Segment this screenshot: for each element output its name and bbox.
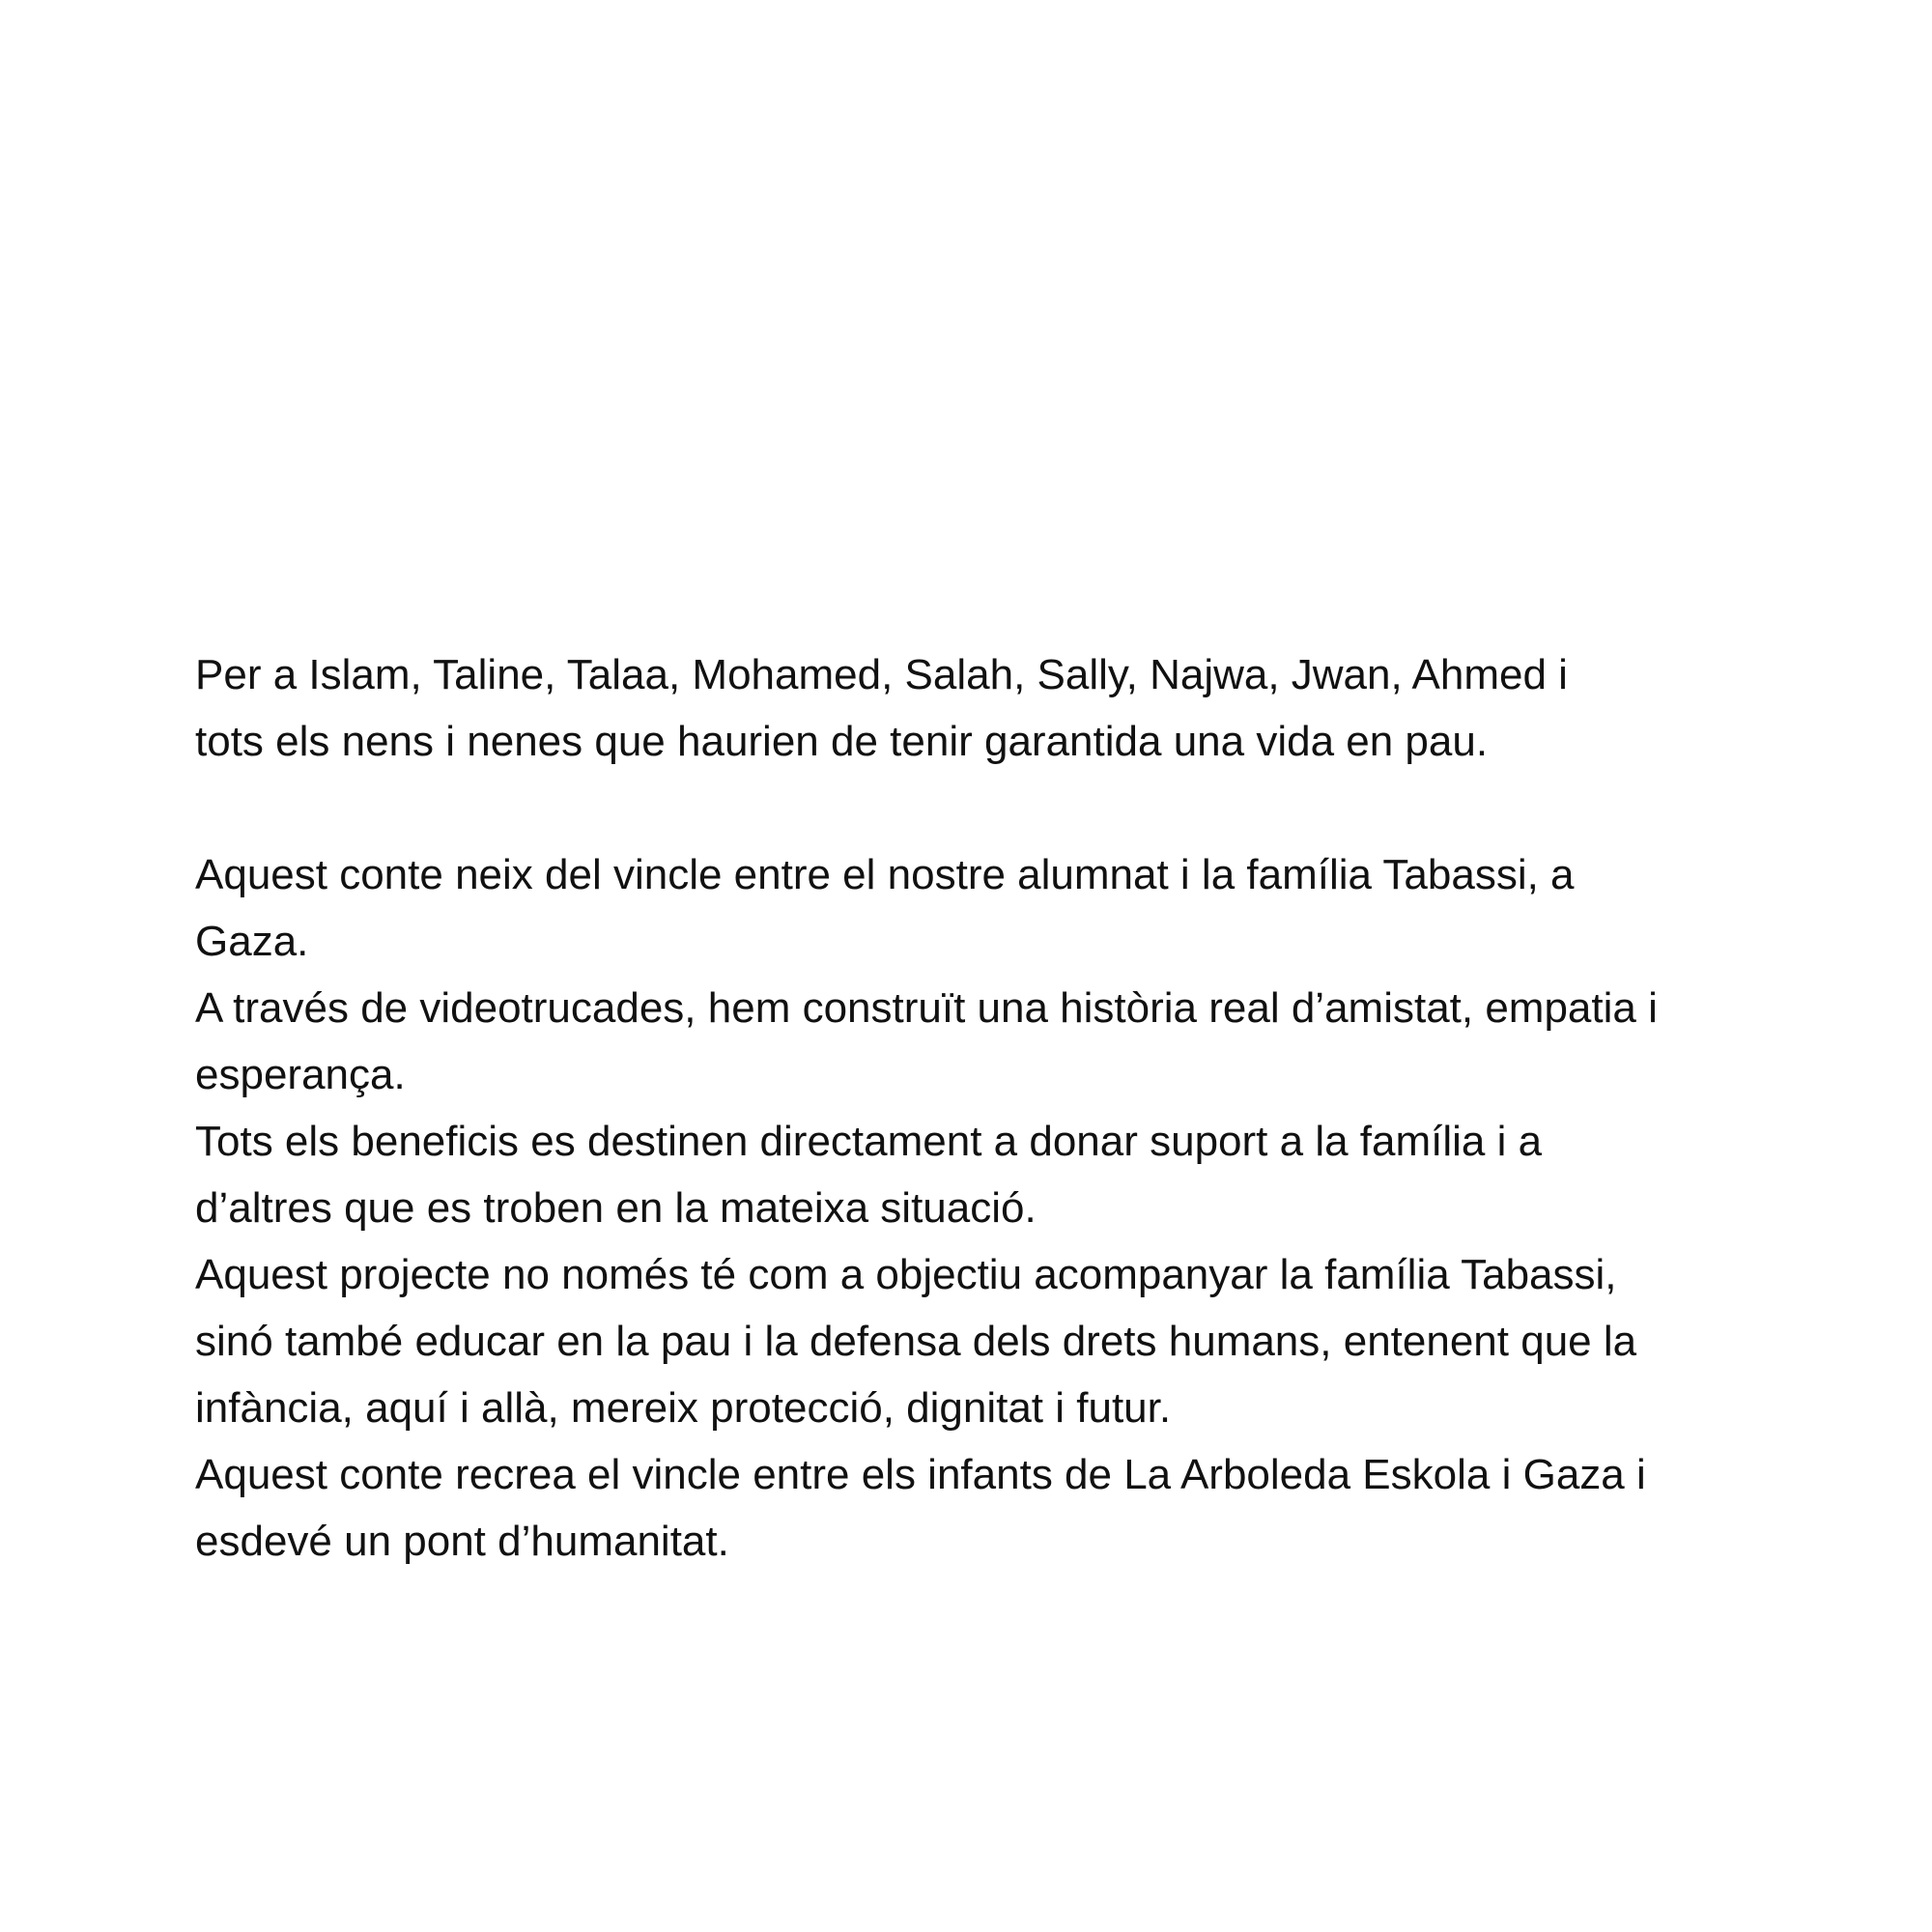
paragraph-origin: Aquest conte neix del vincle entre el nostre alumnat i la família Tabassi, a Gaza. — [195, 851, 1575, 965]
page-text — [195, 641, 1779, 1575]
paragraph-benefits: Tots els beneficis es destinen directament a donar suport a la família i a d’altres que es troben en la mateixa situació. — [195, 1118, 1543, 1232]
paragraph-project-goal: Aquest projecte no només té com a objectiu acompanyar la família Tabassi, sinó també educar en la pau i la defensa dels drets humans, entenent que la infància, aquí i allà, mereix protecció, dignitat i futur. — [195, 1251, 1637, 1432]
paragraph-bridge: Aquest conte recrea el vincle entre els infants de La Arboleda Eskola i Gaza i esdevé un pont d’humanitat. — [195, 1451, 1646, 1565]
paragraph-videocalls: A través de videotrucades, hem construït una història real d’amistat, empatia i esperança. — [195, 984, 1658, 1098]
dedication-text: Per a Islam, Taline, Talaa, Mohamed, Salah, Sally, Najwa, Jwan, Ahmed i tots els nens i nenes que haurien de tenir garantida una vida en pau. — [195, 651, 1568, 765]
